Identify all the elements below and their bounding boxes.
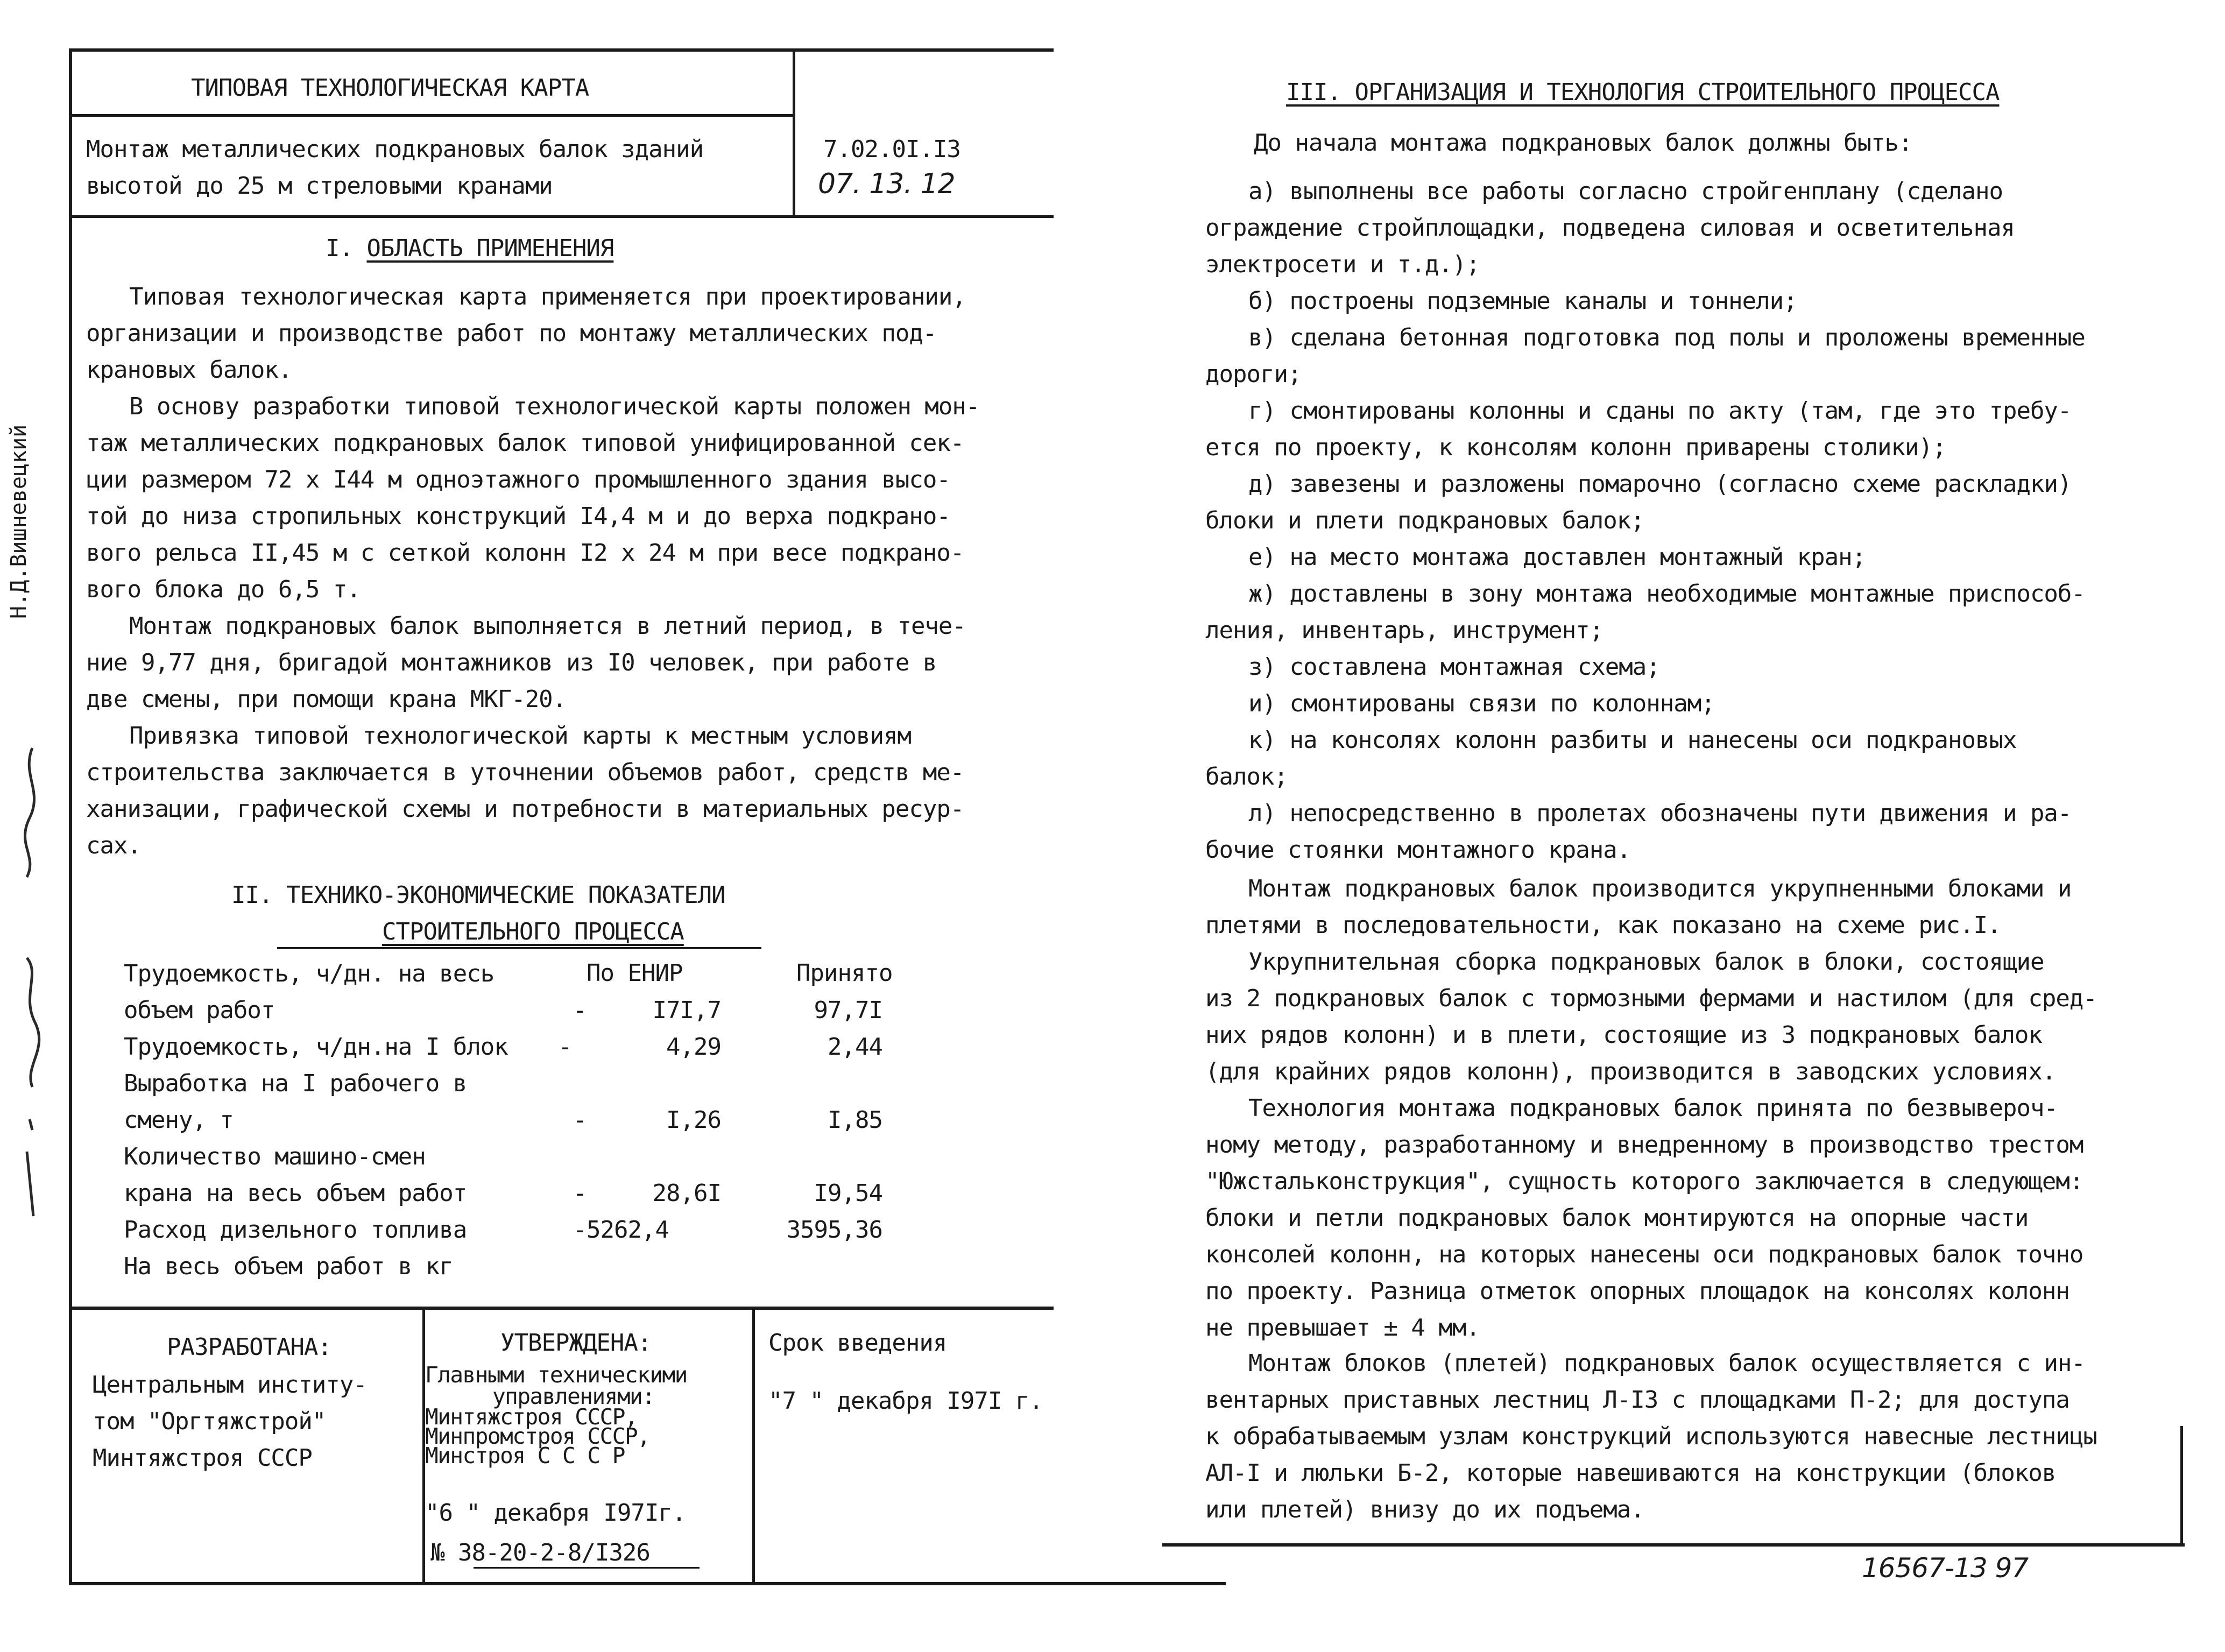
prereq-list	[1205, 173, 2085, 869]
list-item: в) сделана бетонная подготовка под полы и проложены временные дороги;	[1205, 324, 2085, 388]
table-row: Трудоемкость, ч/дн. на весь	[124, 959, 495, 987]
approved-body: Главными техническими управлениями: Минтяжстроя СССР, Минпромстроя СССР, Минстроя С С С Р	[425, 1362, 687, 1469]
document-title: Монтаж металлических подкрановых балок зданий высотой до 25 м стреловыми кранами	[86, 136, 704, 200]
section3-paragraph-2: Укрупнительная сборка подкрановых балок в блоки, состоящие из 2 подкрановых балок с тормозными фермами и настилом (для сред- них рядов колонн) и в плети, состоящие из 3 подкрановых балок (для крайних рядов колонн), производится в заводских условиях.	[1205, 948, 2097, 1085]
list-item: д) завезены и разложены помарочно (согласно схеме раскладки) блоки и плети подкрановых балок;	[1205, 470, 2072, 534]
header-title-underline	[69, 114, 794, 117]
left-frame-bottom	[69, 1582, 1226, 1585]
section3-intro: До начала монтажа подкрановых балок должны быть:	[1254, 129, 1912, 157]
table-row: Количество машино-смен	[124, 1142, 426, 1170]
section1-paragraph-3: Монтаж подкрановых балок выполняется в летний период, в тече- ние 9,77 дня, бригадой монтажников из I0 человек, при работе в две смены, при помощи крана МКГ-20.	[86, 612, 966, 713]
section1-paragraph-4: Привязка типовой технологической карты к местным условиям строительства заключается в уточнении объемов работ, средств ме- ханизации, графической схемы и потребности в материальных ресур- сах.	[86, 722, 964, 859]
section1-paragraph-2: В основу разработки типовой технологической карты положен мон- таж металлических подкрановых балок типовой унифицированной сек- ции размером 72 х I44 м одноэтажного промышленного здания высо- той до низа стропильных конструкций I4,4 м и до верха подкрано- вого рельса II,45 м с сеткой колонн I2 х 24 м при весе подкрано- вого блока до 6,5 т.	[86, 393, 980, 603]
table-row: крана на весь объем работ - 28,6I I9,54	[124, 1179, 882, 1207]
left-frame-top	[69, 48, 1054, 52]
section1-heading: I. ОБЛАСТЬ ПРИМЕНЕНИЯ	[326, 235, 614, 262]
indicators-table	[124, 955, 882, 1284]
section2-heading-line1: II. ТЕХНИКО-ЭКОНОМИЧЕСКИЕ ПОКАЗАТЕЛИ	[231, 881, 725, 909]
right-frame-bottom	[1162, 1543, 2185, 1547]
table-row: Выработка на I рабочего в	[124, 1069, 467, 1097]
table-row: Трудоемкость, ч/дн.на I блок - 4,29 2,44	[124, 1033, 882, 1061]
table-row: На весь объем работ в кг	[124, 1252, 453, 1280]
section3-paragraph-3: Технология монтажа подкрановых балок принята по безвывероч- ному методу, разработанному и внедренному в производство трестом "Южстальконструкция", сущность которого заключается в следующем: блоки и петли подкрановых балок монтируются на опорные части консолей колонн, на которых нанесены оси подкрановых балок точно по проекту. Разница отметок опорных площадок на консолях колонн не превышает ± 4 мм.	[1205, 1095, 2083, 1342]
effective-date: "7 " декабря I97I г.	[768, 1387, 1043, 1415]
approved-number-underline	[474, 1567, 700, 1569]
table-row: Расход дизельного топлива - 5262,4 3595,36	[124, 1216, 882, 1244]
list-item: е) на место монтажа доставлен монтажный кран;	[1248, 543, 1866, 571]
left-frame-left	[69, 48, 72, 1585]
effective-title: Срок введения	[768, 1329, 947, 1357]
indicators-col-enir: По ЕНИР	[587, 959, 683, 987]
list-item: к) на консолях колонн разбиты и нанесены оси подкрановых балок;	[1205, 726, 2017, 790]
approved-date: "6 " декабря I97Iг.	[425, 1499, 686, 1527]
list-item: б) построены подземные каналы и тоннели;	[1248, 287, 1797, 315]
approved-title: УТВЕРЖДЕНА:	[500, 1329, 652, 1357]
section2-heading-rule	[277, 947, 761, 949]
indicators-col-accepted: Принято	[796, 959, 893, 987]
list-item: ж) доставлены в зону монтажа необходимые монтажные приспособ- ления, инвентарь, инструмент;	[1205, 580, 2085, 644]
section2-heading-line2: СТРОИТЕЛЬНОГО ПРОЦЕССА	[382, 918, 684, 945]
section3-heading: III. ОРГАНИЗАЦИЯ И ТЕХНОЛОГИЯ СТРОИТЕЛЬНОГО ПРОЦЕССА	[1286, 79, 2000, 106]
header-title: ТИПОВАЯ ТЕХНОЛОГИЧЕСКАЯ КАРТА	[191, 74, 589, 102]
header-bottom-line	[69, 215, 1054, 218]
margin-signature-icon	[11, 743, 54, 1227]
developed-body: Центральным институ- том "Оргтяжстрой" Минтяжстроя СССР	[93, 1371, 367, 1472]
list-item: и) смонтированы связи по колоннам;	[1248, 690, 1715, 717]
right-frame-right	[2180, 1426, 2183, 1547]
list-item: а) выполнены все работы согласно стройгенплану (сделано ограждение стройплощадки, подведена силовая и осветительная электросети и т.д.);	[1205, 178, 2015, 278]
footer-divider-2	[752, 1307, 755, 1582]
section3-paragraph-1: Монтаж подкрановых балок производится укрупненными блоками и плетями в последовательности, как показано на схеме рис.I.	[1205, 875, 2072, 939]
footer-top-line	[69, 1307, 1054, 1310]
approved-number: № 38-20-2-8/I326	[430, 1539, 650, 1566]
table-row: объем работ - I7I,7 97,7I	[124, 996, 882, 1024]
table-row: смену, т - I,26 I,85	[124, 1106, 882, 1134]
section1-paragraph-1: Типовая технологическая карта применяется при проектировании, организации и производстве работ по монтажу металлических под- крановых балок.	[86, 283, 966, 384]
document-code: 7.02.0I.I3	[823, 136, 960, 163]
page-number: 16567-13 97	[1862, 1552, 2029, 1584]
document-code-handwritten: 07. 13. 12	[818, 168, 955, 200]
list-item: л) непосредственно в пролетах обозначены пути движения и ра- бочие стоянки монтажного крана.	[1205, 800, 2072, 864]
list-item: г) смонтированы колонны и сданы по акту (там, где это требу- ется по проекту, к консолям колонн приварены столики);	[1205, 397, 2072, 461]
section3-paragraph-4: Монтаж блоков (плетей) подкрановых балок осуществляется с ин- вентарных приставных лестниц Л-I3 с площадками П-2; для доступа к обрабатываемым узлам конструкций используются навесные лестницы АЛ-I и люльки Б-2, которые навешиваются на конструкции (блоков или плетей) внизу до их подъема.	[1205, 1350, 2097, 1523]
developed-title: РАЗРАБОТАНА:	[167, 1333, 331, 1361]
margin-author-name: Н.Д.Вишневецкий	[6, 424, 31, 619]
list-item: з) составлена монтажная схема;	[1248, 653, 1660, 681]
header-vertical-divider	[793, 48, 795, 218]
